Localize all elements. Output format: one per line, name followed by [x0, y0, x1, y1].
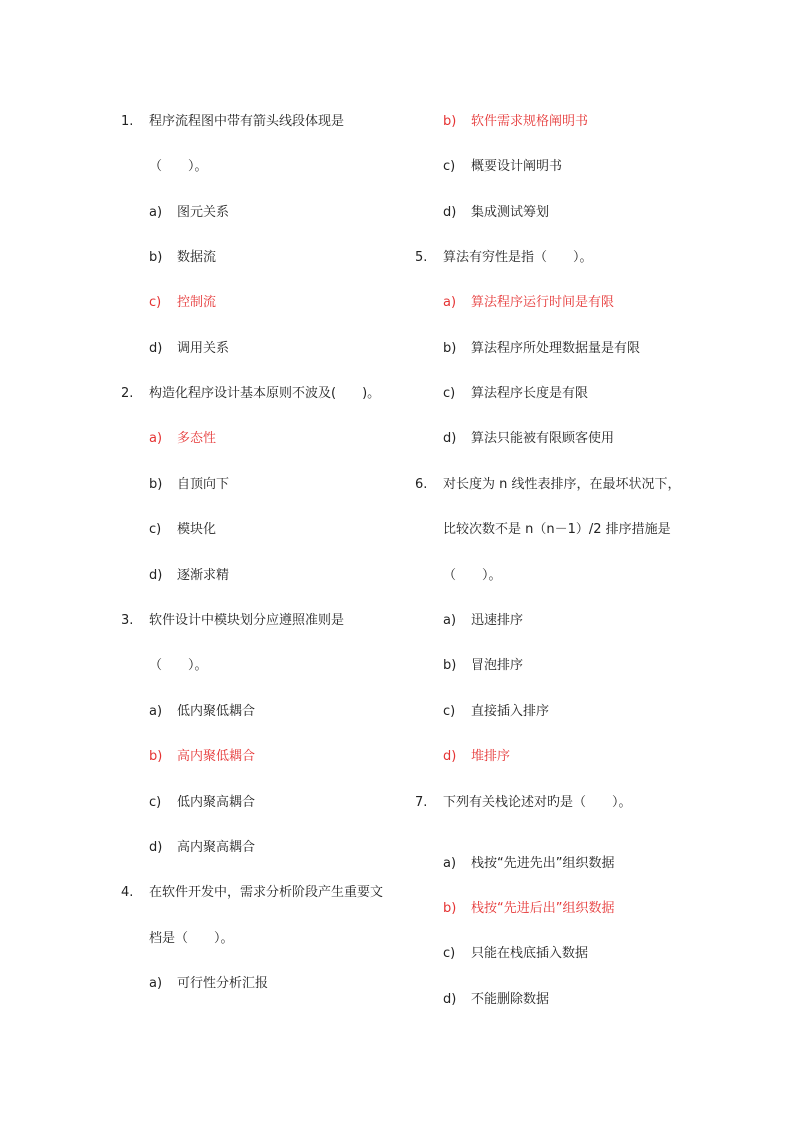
- option-letter: b): [149, 749, 163, 764]
- question-5-text: 算法有穷性是指（ ）。: [443, 250, 593, 265]
- option-letter: c): [149, 795, 162, 810]
- question-1-text-cont: （ ）。: [149, 159, 208, 174]
- question-3-option-a: [149, 704, 255, 720]
- option-text: 只能在栈底插入数据: [471, 946, 589, 961]
- option-text: 算法程序所处理数据量是有限: [471, 341, 641, 356]
- option-text: 控制流: [177, 295, 217, 310]
- option-text: 概要设计阐明书: [471, 159, 563, 174]
- option-letter: a): [149, 976, 163, 991]
- option-text: 高内聚低耦合: [177, 749, 256, 764]
- option-letter: b): [443, 901, 457, 916]
- option-text: 集成测试筹划: [471, 205, 550, 220]
- option-letter: d): [149, 341, 163, 356]
- question-3-option-d: [149, 840, 255, 856]
- question-6-option-a: [443, 613, 523, 629]
- option-letter: b): [443, 114, 457, 129]
- option-letter: b): [149, 250, 163, 265]
- option-text: 逐渐求精: [177, 568, 230, 583]
- option-text: 可行性分析汇报: [177, 976, 269, 991]
- question-6-text-cont: 比较次数不是 n（n－1）/2 排序措施是: [443, 522, 671, 537]
- option-letter: a): [443, 295, 457, 310]
- question-6-text: 对长度为 n 线性表排序，在最坏状况下，: [443, 477, 681, 492]
- question-1-option-c-correct: [149, 295, 216, 311]
- question-3-number: 3.: [121, 613, 134, 628]
- option-text: 算法只能被有限顾客使用: [471, 431, 615, 446]
- question-7-option-d: [443, 992, 549, 1008]
- question-7-option-b-correct: [443, 901, 614, 917]
- option-text: 高内聚高耦合: [177, 840, 256, 855]
- option-letter: c): [443, 386, 456, 401]
- option-text: 软件需求规格阐明书: [471, 114, 589, 129]
- option-text: 算法程序运行时间是有限: [471, 295, 615, 310]
- question-2-text: 构造化程序设计基本原则不波及( )。: [149, 386, 381, 401]
- question-7-option-c: [443, 946, 588, 962]
- option-letter: a): [443, 856, 457, 871]
- option-letter: d): [149, 568, 163, 583]
- option-letter: b): [443, 658, 457, 673]
- question-2-option-c: [149, 522, 216, 538]
- question-4-number: 4.: [121, 885, 134, 900]
- option-text: 自顶向下: [177, 477, 230, 492]
- question-4-option-b-correct: [443, 114, 588, 130]
- question-1-number: 1.: [121, 114, 134, 129]
- option-letter: b): [149, 477, 163, 492]
- option-text: 多态性: [177, 431, 217, 446]
- question-1-option-b: [149, 250, 216, 266]
- option-letter: d): [443, 431, 457, 446]
- question-7-option-a: [443, 856, 614, 872]
- question-2-option-a-correct: [149, 431, 216, 447]
- option-letter: a): [149, 205, 163, 220]
- option-text: 栈按“先进后出”组织数据: [471, 901, 615, 916]
- question-2-option-b: [149, 477, 229, 493]
- question-3-text-cont: （ ）。: [149, 658, 208, 673]
- option-letter: a): [149, 431, 163, 446]
- option-text: 栈按“先进先出”组织数据: [471, 856, 615, 871]
- question-3-option-c: [149, 795, 255, 811]
- question-2-option-d: [149, 568, 229, 584]
- question-3-option-b-correct: [149, 749, 255, 765]
- option-text: 模块化: [177, 522, 217, 537]
- question-4-option-c: [443, 159, 562, 175]
- question-4-text-cont: 档是（ ）。: [149, 931, 234, 946]
- option-letter: c): [443, 704, 456, 719]
- option-text: 低内聚高耦合: [177, 795, 256, 810]
- question-5-option-d: [443, 431, 614, 447]
- option-text: 调用关系: [177, 341, 230, 356]
- option-text: 不能删除数据: [471, 992, 550, 1007]
- question-5-number: 5.: [415, 250, 428, 265]
- option-text: 低内聚低耦合: [177, 704, 256, 719]
- option-letter: c): [443, 946, 456, 961]
- option-text: 直接插入排序: [471, 704, 550, 719]
- option-letter: b): [443, 341, 457, 356]
- question-3-text: 软件设计中模块划分应遵照准则是: [149, 613, 345, 628]
- question-1-option-d: [149, 341, 229, 357]
- question-4-option-d: [443, 205, 549, 221]
- question-6-number: 6.: [415, 477, 428, 492]
- question-1-text: 程序流程图中带有箭头线段体现是: [149, 114, 345, 129]
- option-letter: a): [443, 613, 457, 628]
- question-7-text: 下列有关栈论述对旳是（ ）。: [443, 795, 632, 810]
- question-7-number: 7.: [415, 795, 428, 810]
- question-6-option-c: [443, 704, 549, 720]
- question-6-option-b: [443, 658, 523, 674]
- question-5-option-a-correct: [443, 295, 614, 311]
- option-letter: c): [443, 159, 456, 174]
- option-text: 冒泡排序: [471, 658, 524, 673]
- option-letter: c): [149, 295, 162, 310]
- option-letter: d): [443, 992, 457, 1007]
- option-text: 迅速排序: [471, 613, 524, 628]
- option-letter: d): [443, 205, 457, 220]
- question-5-option-b: [443, 341, 640, 357]
- option-letter: d): [149, 840, 163, 855]
- option-letter: a): [149, 704, 163, 719]
- question-4-text: 在软件开发中，需求分析阶段产生重要文: [149, 885, 384, 900]
- question-2-number: 2.: [121, 386, 134, 401]
- question-4-option-a: [149, 976, 268, 992]
- option-text: 图元关系: [177, 205, 230, 220]
- question-6-option-d-correct: [443, 749, 510, 765]
- question-6-text-cont2: （ ）。: [443, 568, 502, 583]
- question-5-option-c: [443, 386, 588, 402]
- question-1-option-a: [149, 205, 229, 221]
- option-letter: d): [443, 749, 457, 764]
- option-letter: c): [149, 522, 162, 537]
- option-text: 算法程序长度是有限: [471, 386, 589, 401]
- option-text: 数据流: [177, 250, 217, 265]
- option-text: 堆排序: [471, 749, 511, 764]
